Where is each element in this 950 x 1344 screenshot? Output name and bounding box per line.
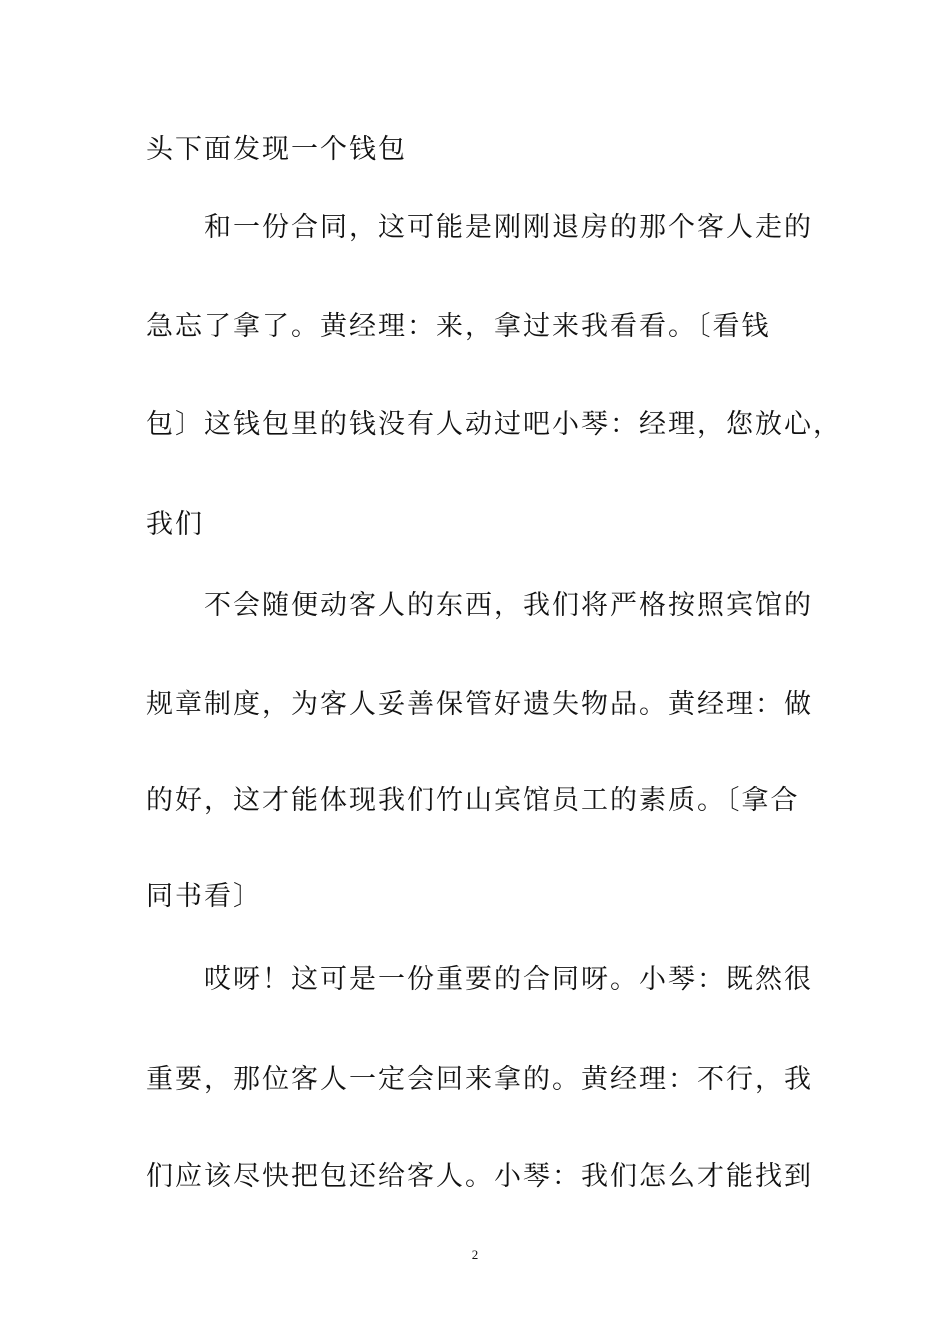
text-line: 急忘了拿了。黄经理：来，拿过来我看看。〔看钱: [146, 311, 771, 342]
text-line: 包〕这钱包里的钱没有人动过吧小琴：经理，您放心，: [146, 409, 842, 440]
text-line: 规章制度，为客人妥善保管好遗失物品。黄经理：做: [146, 689, 813, 720]
paragraph-first-line: 和一份合同，这可能是刚刚退房的那个客人走的: [204, 212, 813, 243]
text-line: 们应该尽快把包还给客人。小琴：我们怎么才能找到: [146, 1161, 813, 1192]
text-line: 头下面发现一个钱包: [146, 134, 407, 165]
text-line: 的好，这才能体现我们竹山宾馆员工的素质。〔拿合: [146, 785, 800, 816]
page-number: 2: [471, 1247, 479, 1262]
text-line: 重要，那位客人一定会回来拿的。黄经理：不行，我: [146, 1064, 813, 1095]
text-line: 我们: [146, 509, 204, 540]
paragraph-first-line: 哎呀！这可是一份重要的合同呀。小琴：既然很: [204, 964, 813, 995]
text-line: 同书看〕: [146, 881, 262, 912]
paragraph-first-line: 不会随便动客人的东西，我们将严格按照宾馆的: [204, 590, 813, 621]
